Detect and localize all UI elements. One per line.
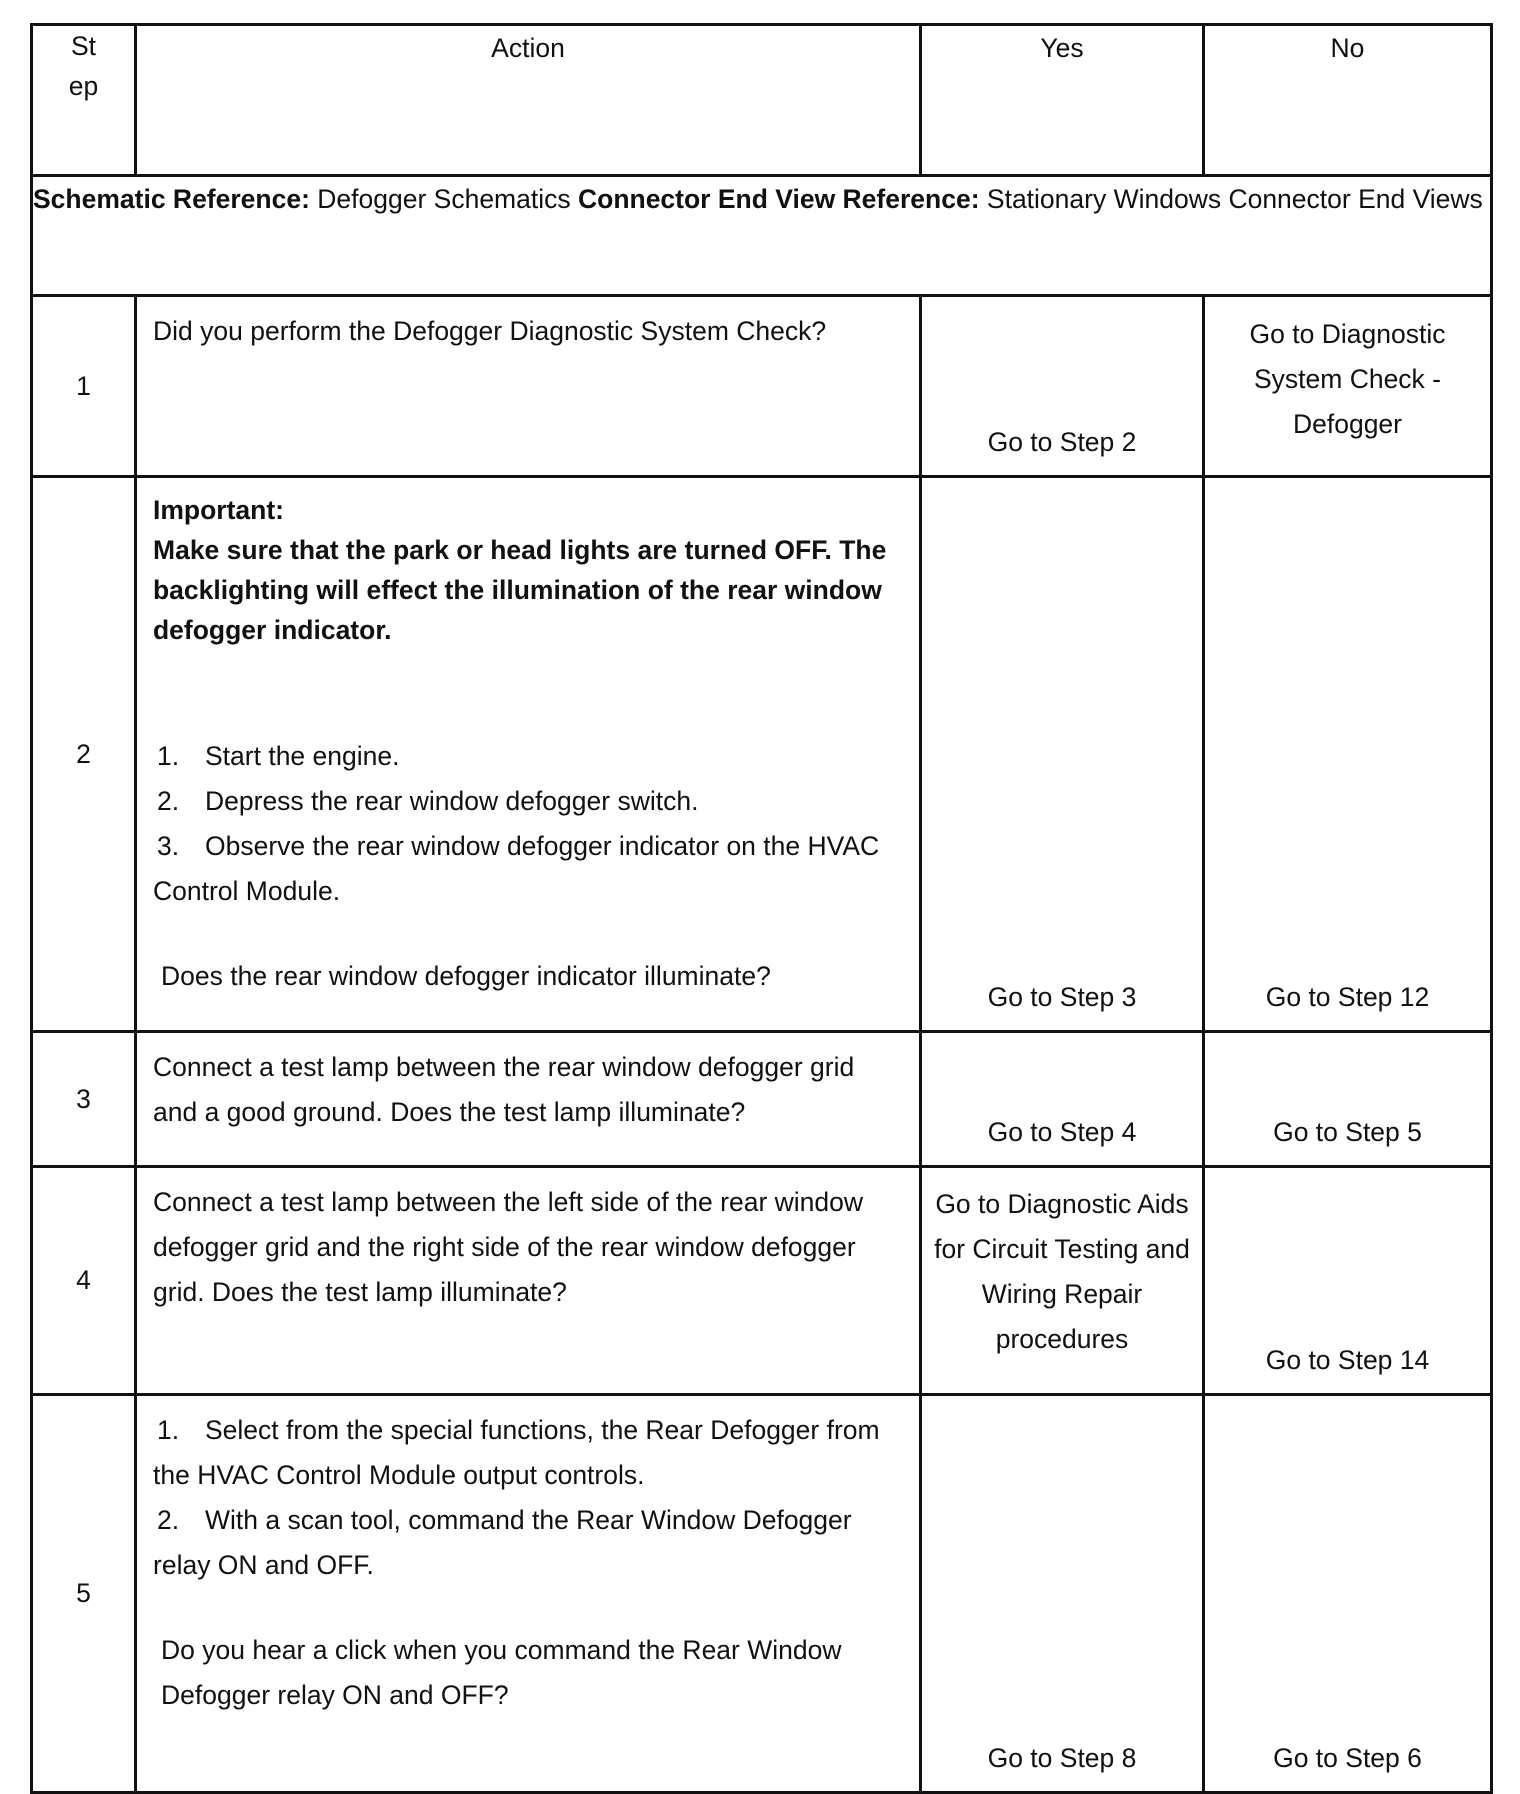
no-link[interactable]: Go to Step 12 xyxy=(1204,477,1492,1032)
step-number: 1 xyxy=(32,296,136,477)
list-text: Depress the rear window defogger switch. xyxy=(205,786,699,816)
table-row xyxy=(32,1032,1492,1167)
table-row xyxy=(32,477,1492,1032)
header-action: Action xyxy=(136,25,921,176)
header-step xyxy=(32,25,136,176)
no-link[interactable]: Go to Step 5 xyxy=(1204,1032,1492,1167)
list-text: Select from the special functions, the Rear Defogger from the HVAC Control Module output controls. xyxy=(153,1415,880,1490)
list-item xyxy=(153,734,903,779)
table-row xyxy=(32,296,1492,477)
yes-link[interactable]: Go to Step 4 xyxy=(921,1032,1204,1167)
header-step-line1: St xyxy=(70,31,97,61)
step-number: 5 xyxy=(32,1395,136,1793)
reference-row xyxy=(32,176,1492,296)
no-link[interactable]: Go to Diagnostic System Check - Defogger xyxy=(1204,296,1492,477)
list-item xyxy=(153,779,903,824)
list-number: 1. xyxy=(157,1415,180,1445)
header-yes: Yes xyxy=(921,25,1204,176)
yes-link[interactable]: Go to Step 8 xyxy=(921,1395,1204,1793)
important-label: Important: xyxy=(153,495,285,525)
list-number: 2. xyxy=(157,786,180,816)
yes-link[interactable]: Go to Diagnostic Aids for Circuit Testing and Wiring Repair procedures xyxy=(921,1167,1204,1395)
list-text: Observe the rear window defogger indicator on the HVAC Control Module. xyxy=(153,831,880,906)
question-text: Does the rear window defogger indicator illuminate? xyxy=(161,961,771,991)
header-step-line2: ep xyxy=(68,71,99,101)
question-text: Do you hear a click when you command the Rear Window Defogger relay ON and OFF? xyxy=(161,1635,842,1710)
action-cell xyxy=(136,477,921,1032)
action-cell xyxy=(136,1395,921,1793)
table-row xyxy=(32,1167,1492,1395)
list-item xyxy=(153,824,903,914)
no-link[interactable]: Go to Step 6 xyxy=(1204,1395,1492,1793)
schematic-reference-link[interactable]: Defogger Schematics xyxy=(317,184,571,214)
yes-link[interactable]: Go to Step 3 xyxy=(921,477,1204,1032)
action-cell: Did you perform the Defogger Diagnostic System Check? xyxy=(136,296,921,477)
table-row xyxy=(32,1395,1492,1793)
schematic-reference-label: Schematic Reference: xyxy=(33,184,310,214)
action-cell: Connect a test lamp between the rear window defogger grid and a good ground. Does the test lamp illuminate? xyxy=(136,1032,921,1167)
action-cell: Connect a test lamp between the left side of the rear window defogger grid and the right side of the rear window defogger grid. Does the test lamp illuminate? xyxy=(136,1167,921,1395)
diagnostic-table xyxy=(30,23,1493,1794)
header-no: No xyxy=(1204,25,1492,176)
important-note: Make sure that the park or head lights are turned OFF. The backlighting will effect the illumination of the rear window defogger indicator. xyxy=(153,535,887,645)
table-header-row xyxy=(32,25,1492,176)
connector-reference-link[interactable]: Stationary Windows Connector End Views xyxy=(986,184,1483,214)
list-text: With a scan tool, command the Rear Window Defogger relay ON and OFF. xyxy=(153,1505,852,1580)
list-number: 2. xyxy=(157,1505,180,1535)
reference-cell xyxy=(32,176,1492,296)
yes-link[interactable]: Go to Step 2 xyxy=(921,296,1204,477)
step-number: 3 xyxy=(32,1032,136,1167)
connector-reference-label: Connector End View Reference: xyxy=(578,184,980,214)
list-number: 3. xyxy=(157,831,180,861)
list-item xyxy=(153,1498,903,1588)
list-item xyxy=(153,1408,903,1498)
step-number: 2 xyxy=(32,477,136,1032)
no-link[interactable]: Go to Step 14 xyxy=(1204,1167,1492,1395)
step-number: 4 xyxy=(32,1167,136,1395)
list-number: 1. xyxy=(157,741,180,771)
list-text: Start the engine. xyxy=(205,741,400,771)
